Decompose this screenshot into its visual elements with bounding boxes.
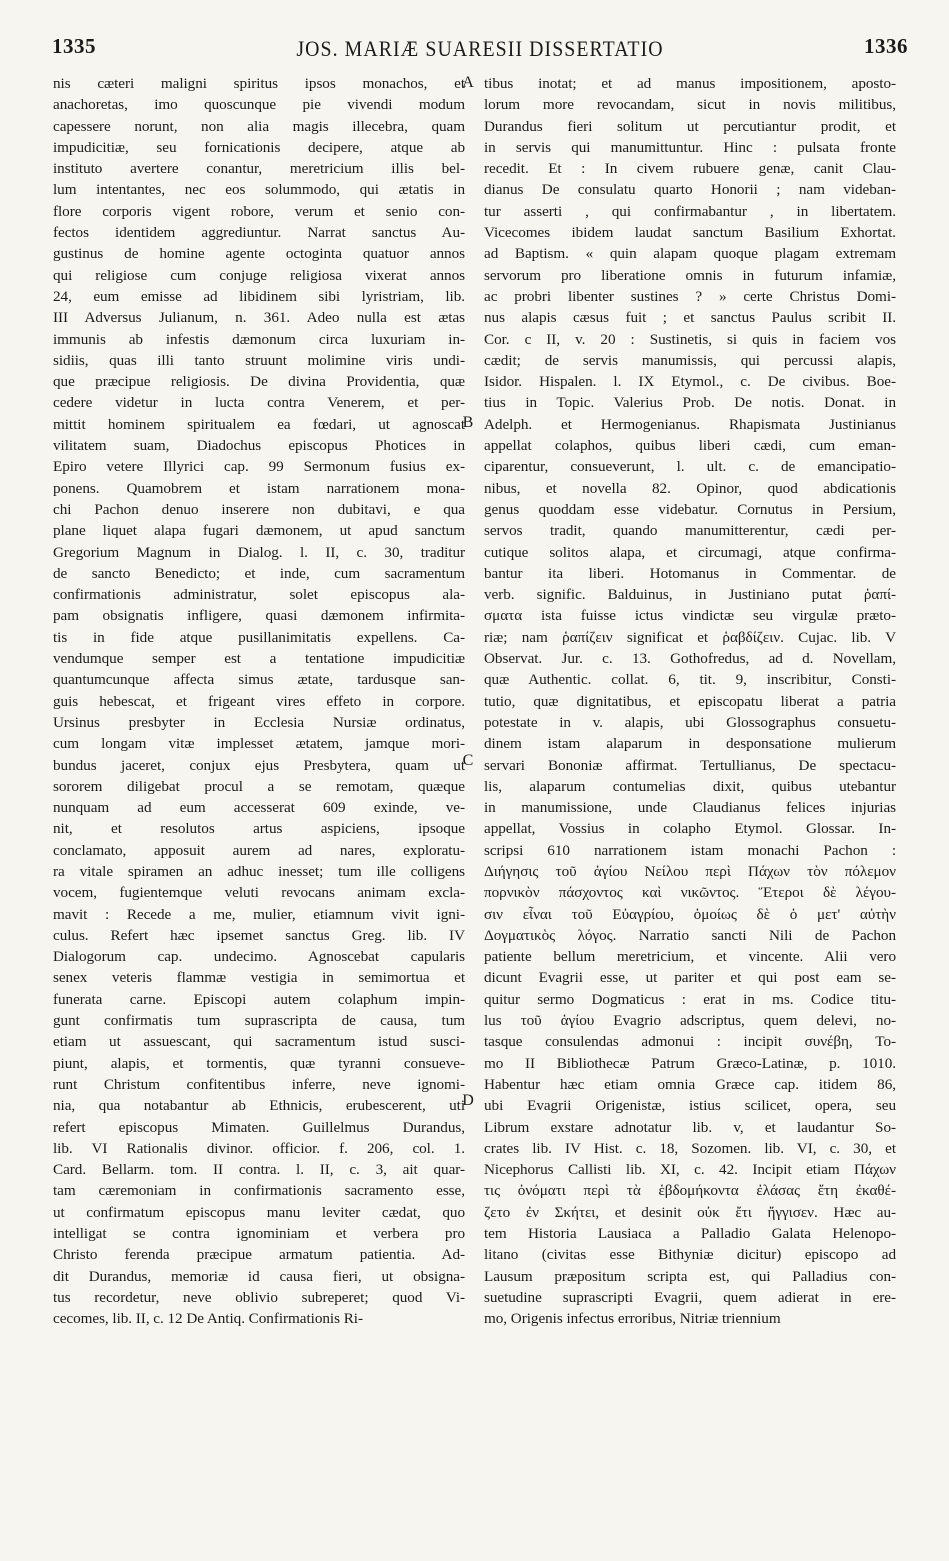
text-line bbox=[53, 1031, 465, 1052]
text-line-content: lum intentantes, nec eos solummodo, qui ætatis in bbox=[53, 181, 465, 199]
text-line-content: crates lib. IV Hist. c. 18, Sozomen. lib. VI, c. 30, et bbox=[484, 1139, 896, 1157]
text-line bbox=[484, 456, 896, 477]
text-line-content: σιν εἶναι τοῦ Εὐαγρίου, ὁμοίως δὲ ὁ μετ' αὐτὴν bbox=[484, 905, 896, 923]
text-line bbox=[53, 1266, 465, 1287]
text-line bbox=[484, 904, 896, 925]
text-line bbox=[53, 265, 465, 286]
text-line-content: ac probri libenter sustines ? » certe Christus Domi- bbox=[484, 287, 896, 305]
text-line-content: lib. VI Rationalis divinor. officior. f. 206, col. 1. bbox=[53, 1139, 465, 1157]
text-line bbox=[484, 1308, 896, 1329]
text-line bbox=[484, 1180, 896, 1201]
text-line bbox=[53, 350, 465, 371]
text-line bbox=[484, 712, 896, 733]
text-line bbox=[484, 350, 896, 371]
text-line-content: III Adversus Julianum, n. 361. Adeo nulla est ætas bbox=[53, 309, 465, 327]
text-line-content: tasque consulendas admonui : incipit συνέβη, To- bbox=[484, 1033, 896, 1051]
text-line bbox=[484, 755, 896, 776]
text-line-content: Δογματικὸς λόγος. Narratio sancti Nili de Pachon bbox=[484, 926, 896, 944]
text-line-content: ra vitale spiramen an adhuc inesset; tum ille colligens bbox=[53, 862, 465, 880]
text-line-content: quitur sermo Dogmaticus : erat in ms. Codice titu- bbox=[484, 990, 896, 1008]
text-line bbox=[484, 94, 896, 115]
text-line bbox=[53, 329, 465, 350]
text-line bbox=[53, 1095, 465, 1116]
text-line bbox=[484, 882, 896, 903]
text-line-content: dicunt Evagrii esse, ut pariter et qui post eam se- bbox=[484, 969, 896, 987]
text-line-content: ad Baptism. « quin alapam quoque plagam extremam bbox=[484, 245, 896, 263]
text-line bbox=[484, 1202, 896, 1223]
text-line bbox=[484, 1266, 896, 1287]
text-line-content: lus τοῦ ἁγίου Evagrio adscriptus, quem delevi, no- bbox=[484, 1012, 896, 1030]
text-line-content: que præcipue religiosis. De divina Providentia, quæ bbox=[53, 373, 465, 391]
text-line-content: Isidor. Hispalen. l. IX Etymol., c. De civibus. Boe- bbox=[484, 373, 896, 391]
text-line bbox=[484, 989, 896, 1010]
text-line-content: mo, Origenis infectus erroribus, Nitriæ triennium bbox=[484, 1310, 781, 1328]
text-line bbox=[53, 499, 465, 520]
text-line-content: culus. Refert hæc ipsemet sanctus Greg. lib. IV bbox=[53, 926, 465, 944]
margin-marker-b: B bbox=[462, 414, 474, 431]
right-text-column bbox=[484, 73, 896, 1330]
text-line-content: Διήγησις τοῦ ἁγίου Νείλου περὶ Πάχων τὸν πόλεμον bbox=[484, 862, 896, 880]
text-line bbox=[53, 563, 465, 584]
text-line bbox=[484, 648, 896, 669]
text-line bbox=[53, 797, 465, 818]
text-line-content: Habentur hæc etiam omnia Græce cap. itidem 86, bbox=[484, 1075, 896, 1093]
text-line bbox=[53, 179, 465, 200]
text-line bbox=[484, 265, 896, 286]
text-line-content: Cor. c II, v. 20 : Sustinetis, si quis in faciem vos bbox=[484, 330, 896, 348]
text-line bbox=[53, 542, 465, 563]
text-line bbox=[484, 222, 896, 243]
text-line bbox=[53, 371, 465, 392]
text-line-content: immunis ab infestis dæmonum circa luxuriam in- bbox=[53, 330, 465, 348]
text-line bbox=[484, 499, 896, 520]
text-line bbox=[53, 201, 465, 222]
text-line-content: quantumcunque affecta simus ætate, tardusque san- bbox=[53, 671, 465, 689]
text-line bbox=[484, 861, 896, 882]
text-line-content: Ursinus presbyter in Ecclesia Nursiæ ordinatus, bbox=[53, 713, 465, 731]
text-line-content: nus alapis cæsus fuit ; et sanctus Paulus scribit II. bbox=[484, 309, 896, 327]
text-line-content: tam cæremoniam in confirmationis sacramento esse, bbox=[53, 1182, 465, 1200]
text-line-content: tibus inotat; et ad manus impositionem, aposto- bbox=[484, 75, 896, 92]
text-line-content: appellat colaphos, quibus liberi cædi, cum eman- bbox=[484, 437, 896, 455]
text-line-content: plane liquet alapa fugari dæmonem, ut apud sanctum bbox=[53, 522, 465, 540]
text-line-content: flore corporis vigent robore, verum et senio con- bbox=[53, 202, 465, 220]
text-line-content: genus quoddam esse videbatur. Cornutus in Persium, bbox=[484, 500, 896, 518]
text-line bbox=[484, 627, 896, 648]
text-line-content: in manumissione, unde Claudianus felices injurias bbox=[484, 799, 896, 817]
text-line bbox=[484, 137, 896, 158]
text-line bbox=[484, 520, 896, 541]
text-line-content: nis cæteri maligni spiritus ipsos monachos, et bbox=[53, 75, 465, 92]
text-line-content: litano (civitas esse Bithyniæ dicitur) episcopo ad bbox=[484, 1246, 896, 1264]
text-line bbox=[484, 1095, 896, 1116]
text-line-content: gunt confirmatis tum suprascripta de causa, tum bbox=[53, 1012, 465, 1030]
text-line-content: nunquam ad eum accesserat 609 exinde, ve- bbox=[53, 799, 465, 817]
text-line-content: Dialogorum cap. undecimo. Agnoscebat capularis bbox=[53, 948, 465, 966]
text-line-content: Christo ferenda præcipue armatum patientia. Ad- bbox=[53, 1246, 465, 1264]
text-line bbox=[53, 116, 465, 137]
text-line-content: chi Pachon denuo inserere non dubitavi, e qua bbox=[53, 500, 465, 518]
text-line bbox=[484, 818, 896, 839]
text-line bbox=[484, 669, 896, 690]
text-line bbox=[484, 392, 896, 413]
text-line bbox=[484, 691, 896, 712]
text-line-content: guis hebescat, et frigeant vires effeto in corpore. bbox=[53, 692, 465, 710]
text-line bbox=[53, 478, 465, 499]
text-line bbox=[484, 179, 896, 200]
text-line-content: anachoretas, imo quoscunque pie vivendi modum bbox=[53, 96, 465, 114]
text-line bbox=[484, 414, 896, 435]
text-line-content: πορνικὸν πάσχοντος καὶ νικῶντος. Ἕτεροι δὲ λέγου- bbox=[484, 884, 896, 902]
text-line-content: refert episcopus Mimaten. Guillelmus Durandus, bbox=[53, 1118, 465, 1136]
text-line bbox=[53, 946, 465, 967]
text-line-content: 24, eum emisse ad libidinem sibi lyristriam, lib. bbox=[53, 287, 465, 305]
text-line bbox=[484, 776, 896, 797]
text-line-content: in servis qui manumittuntur. Hinc : pulsata fronte bbox=[484, 138, 896, 156]
text-line bbox=[53, 1053, 465, 1074]
text-line bbox=[484, 371, 896, 392]
text-line bbox=[53, 286, 465, 307]
text-line-content: appellat, Vossius in colapho Etymol. Glossar. In- bbox=[484, 820, 896, 838]
text-line bbox=[484, 478, 896, 499]
text-line bbox=[484, 329, 896, 350]
text-line bbox=[53, 691, 465, 712]
text-line-content: dianus De consulatu quarto Honorii ; nam videban- bbox=[484, 181, 896, 199]
left-page-number: 1335 bbox=[52, 34, 96, 58]
text-line-content: quæ Authentic. collat. 6, tit. 9, inscribitur, Consti- bbox=[484, 671, 896, 689]
text-line bbox=[53, 1117, 465, 1138]
text-line-content: cum longam vitæ implesset ætatem, jamque mori- bbox=[53, 735, 465, 753]
text-line bbox=[53, 861, 465, 882]
text-line-content: cædit; de servis manumissis, qui percussi alapis, bbox=[484, 351, 896, 369]
text-line bbox=[484, 1287, 896, 1308]
text-line bbox=[484, 1010, 896, 1031]
text-line-content: servari Bononiæ affirmat. Tertullianus, De spectacu- bbox=[484, 756, 896, 774]
margin-marker-d: D bbox=[462, 1092, 474, 1109]
text-line bbox=[53, 648, 465, 669]
text-line-content: qui religiose cum conjuge religiosa vixerat annos bbox=[53, 266, 465, 284]
text-line bbox=[53, 1223, 465, 1244]
text-line bbox=[53, 818, 465, 839]
text-line-content: sidiis, quas illi tanto struunt molimine viris undi- bbox=[53, 351, 465, 369]
text-line-content: Durandus fieri solitum ut percutiantur prodit, et bbox=[484, 117, 896, 135]
text-line-content: ponens. Quamobrem et istam narrationem mona- bbox=[53, 479, 465, 497]
text-line-content: cecomes, lib. II, c. 12 De Antiq. Confirmationis Ri- bbox=[53, 1310, 363, 1328]
text-line bbox=[484, 73, 896, 94]
text-line bbox=[53, 243, 465, 264]
text-line bbox=[53, 989, 465, 1010]
text-line bbox=[53, 158, 465, 179]
text-line bbox=[53, 414, 465, 435]
text-line bbox=[484, 797, 896, 818]
text-line-content: dinem istam alaparum in desponsatione mulierum bbox=[484, 735, 896, 753]
text-line bbox=[53, 1287, 465, 1308]
text-line bbox=[53, 840, 465, 861]
text-line-content: vilitatem suam, Diadochus episcopus Photices in bbox=[53, 437, 465, 455]
text-line-content: Nicephorus Callisti lib. XI, c. 42. Incipit etiam Πάχων bbox=[484, 1161, 896, 1179]
text-line-content: Card. Bellarm. tom. II contra. l. II, c. 3, ait quar- bbox=[53, 1161, 465, 1179]
text-line bbox=[484, 286, 896, 307]
text-line bbox=[484, 605, 896, 626]
text-line bbox=[484, 1159, 896, 1180]
text-line bbox=[53, 137, 465, 158]
text-line-content: vocem, fugientemque veluti revocans animam excla- bbox=[53, 884, 465, 902]
text-line-content: Adelph. et Hermogenianus. Rhapismata Justinianus bbox=[484, 415, 896, 433]
text-line-content: mo II Bibliothecæ Patrum Græco-Latinæ, p. 1010. bbox=[484, 1054, 896, 1072]
text-line-content: ubi Evagrii Origenistæ, istius scilicet, opera, seu bbox=[484, 1097, 896, 1115]
text-line-content: verb. signific. Balduinus, in Justiniano putat ῥαπί- bbox=[484, 586, 896, 604]
text-line bbox=[484, 116, 896, 137]
text-line bbox=[53, 1074, 465, 1095]
text-line-content: ciparentur, consueverunt, l. ult. c. de emancipatio- bbox=[484, 458, 896, 476]
text-line bbox=[53, 605, 465, 626]
text-line bbox=[53, 967, 465, 988]
margin-marker-c: C bbox=[462, 752, 474, 769]
text-line bbox=[484, 1031, 896, 1052]
text-line-content: tis in fide atque pusillanimitatis expellens. Ca- bbox=[53, 628, 465, 646]
text-line-content: nit, et resolutos artus aspiciens, ipsoque bbox=[53, 820, 465, 838]
page-header bbox=[52, 30, 908, 70]
text-line bbox=[53, 904, 465, 925]
text-line-content: etiam ut assuescant, qui sacramentum istud susci- bbox=[53, 1033, 465, 1051]
text-line bbox=[484, 1223, 896, 1244]
text-line bbox=[53, 669, 465, 690]
text-line-content: mavit : Recede a me, mulier, etiamnum vivit igni- bbox=[53, 905, 465, 923]
text-line bbox=[53, 1244, 465, 1265]
text-line-content: pam obsignatis infligere, quasi dæmonem infirmita- bbox=[53, 607, 465, 625]
text-line-content: instituto avertere conantur, meretricium illis bel- bbox=[53, 160, 465, 178]
text-line-content: piunt, alapis, et tormentis, quæ tyranni consueve- bbox=[53, 1054, 465, 1072]
text-line-content: σματα ista fuisse ictus vindictæ seu virgulæ præto- bbox=[484, 607, 896, 625]
text-line-content: Gregorium Magnum in Dialog. l. II, c. 30, traditur bbox=[53, 543, 465, 561]
right-page-number: 1336 bbox=[864, 34, 908, 58]
text-line bbox=[484, 584, 896, 605]
text-line-content: ut confirmatum episcopus manu leviter cædat, quo bbox=[53, 1203, 465, 1221]
text-line-content: fectos identidem aggrediuntur. Narrat sanctus Au- bbox=[53, 224, 465, 242]
text-line bbox=[53, 392, 465, 413]
text-line-content: sororem diligebat procul a se remotam, quæque bbox=[53, 777, 465, 795]
text-line-content: senex veteris flammæ vestigia in semimortua et bbox=[53, 969, 465, 987]
text-line bbox=[484, 967, 896, 988]
text-line bbox=[53, 755, 465, 776]
text-line bbox=[484, 243, 896, 264]
text-line-content: runt Christum confitentibus inferre, neve ignomi- bbox=[53, 1075, 465, 1093]
text-line bbox=[53, 73, 465, 94]
text-line-content: Observat. Jur. c. 13. Gothofredus, ad d. Novellam, bbox=[484, 650, 896, 668]
text-line-content: Librum exstare adnotatur lib. v, et laudantur So- bbox=[484, 1118, 896, 1136]
text-line-content: Lausum præpositum scripta est, qui Palladius con- bbox=[484, 1267, 896, 1285]
text-line bbox=[484, 435, 896, 456]
text-line-content: potestate in v. alapis, ubi Glossographus consuetu- bbox=[484, 713, 896, 731]
text-line bbox=[53, 307, 465, 328]
left-text-column bbox=[53, 73, 465, 1330]
text-line-content: impudicitiæ, seu fornicationis decipere, atque ab bbox=[53, 138, 465, 156]
text-line bbox=[53, 733, 465, 754]
text-line bbox=[484, 542, 896, 563]
text-line-content: suetudine suprascripti Evagrii, quem adierat in ere- bbox=[484, 1288, 896, 1306]
text-line-content: bantur ita liberi. Hotomanus in Commentar. de bbox=[484, 564, 896, 582]
text-line-content: vendumque semper est a tentatione impudicitiæ bbox=[53, 650, 465, 668]
text-line bbox=[484, 201, 896, 222]
text-line bbox=[53, 1138, 465, 1159]
text-line-content: cutique solitos alapa, et circumagi, atque confirma- bbox=[484, 543, 896, 561]
text-line-content: gustinus de homine agente octoginta quatuor annos bbox=[53, 245, 465, 263]
margin-marker-a: A bbox=[462, 74, 474, 91]
text-line-content: capessere norunt, non alia magis illecebra, quam bbox=[53, 117, 465, 135]
text-line bbox=[484, 733, 896, 754]
text-line bbox=[484, 1244, 896, 1265]
text-line-content: cedere videtur in lucta contra Venerem, et per- bbox=[53, 394, 465, 412]
text-line-content: ζετο ἐν Σκήτει, et desinit οὐκ ἔτι ἤγγισεν. Hæc au- bbox=[484, 1203, 896, 1221]
text-line-content: tus recordetur, neve oblivio subreperet; quod Vi- bbox=[53, 1288, 465, 1306]
text-line bbox=[484, 1074, 896, 1095]
text-line-content: mittit hominem spiritualem ea fœdari, ut agnoscat bbox=[53, 415, 465, 433]
text-line bbox=[53, 456, 465, 477]
text-line-content: tutio, quæ dignitatibus, et episcopatu liberat a patria bbox=[484, 692, 896, 710]
text-line bbox=[53, 776, 465, 797]
text-line bbox=[53, 712, 465, 733]
running-title: JOS. MARIÆ SUARESII DISSERTATIO bbox=[296, 36, 664, 61]
text-line-content: servos tradit, quando manumitterentur, cædi per- bbox=[484, 522, 896, 540]
text-line bbox=[484, 1138, 896, 1159]
text-line bbox=[484, 307, 896, 328]
text-line-content: intelligat se contra ignominiam et verbera pro bbox=[53, 1225, 465, 1243]
text-line-content: tem Historia Lausiaca a Palladio Galata Helenopo- bbox=[484, 1225, 896, 1243]
text-line bbox=[53, 1202, 465, 1223]
text-line-content: lis, alaparum contumelias dixit, quibus utebantur bbox=[484, 777, 896, 795]
text-line bbox=[53, 882, 465, 903]
text-line-content: Vicecomes ibidem laudat sanctum Basilium Exhortat. bbox=[484, 224, 896, 242]
text-line bbox=[484, 946, 896, 967]
text-line-content: tius in Topic. Valerius Prob. De notis. Donat. in bbox=[484, 394, 896, 412]
text-line bbox=[53, 94, 465, 115]
text-line-content: scripsi 610 narrationem istam monachi Pachon : bbox=[484, 841, 896, 859]
text-line bbox=[53, 584, 465, 605]
text-line-content: tur asserti , qui confirmabantur , in libertatem. bbox=[484, 202, 896, 220]
text-line bbox=[484, 1117, 896, 1138]
text-line bbox=[53, 222, 465, 243]
text-line-content: nia, qua notabantur ab Ethnicis, erubescerent, uti bbox=[53, 1097, 465, 1115]
text-line-content: confirmationis administratur, solet episcopus ala- bbox=[53, 586, 465, 604]
text-line-content: servorum pro liberatione omnis in futurum infamiæ, bbox=[484, 266, 896, 284]
text-line bbox=[53, 925, 465, 946]
text-line bbox=[484, 158, 896, 179]
text-line-content: conclamato, apposuit aurem ad nares, exploratu- bbox=[53, 841, 465, 859]
text-line-content: lorum more revocandam, sicut in novis militibus, bbox=[484, 96, 896, 114]
text-line bbox=[53, 1159, 465, 1180]
text-line-content: de sancto Benedicto; et inde, cum sacramentum bbox=[53, 564, 465, 582]
text-line-content: Epiro vetere Illyrici cap. 99 Sermonum fusius ex- bbox=[53, 458, 465, 476]
text-line bbox=[53, 1010, 465, 1031]
text-line bbox=[484, 925, 896, 946]
text-line-content: funerata carne. Episcopi autem colaphum impin- bbox=[53, 990, 465, 1008]
text-line-content: riæ; nam ῥαπίζειν significat et ῥαβδίζειν. Cujac. lib. V bbox=[484, 628, 896, 646]
text-line-content: τις ὀνόματι περὶ τὰ ἑβδομήκοντα ἐλάσας ἔτη ἐκαθέ- bbox=[484, 1182, 896, 1200]
text-line-content: recedit. Et : In civem rubuere genæ, canit Clau- bbox=[484, 160, 896, 178]
text-line bbox=[53, 520, 465, 541]
text-line-content: bundus jaceret, conjux ejus Presbytera, quam ut bbox=[53, 756, 465, 774]
text-line bbox=[53, 435, 465, 456]
text-line-content: dit Durandus, memoriæ id causa fieri, ut obsigna- bbox=[53, 1267, 465, 1285]
text-line-content: patiente bellum meretricium, et vincente. Alii vero bbox=[484, 948, 896, 966]
text-line bbox=[484, 563, 896, 584]
text-line-content: nibus, et novella 82. Opinor, quod abdicationis bbox=[484, 479, 896, 497]
text-line bbox=[53, 1180, 465, 1201]
text-line bbox=[484, 840, 896, 861]
text-line bbox=[484, 1053, 896, 1074]
text-line bbox=[53, 627, 465, 648]
text-line bbox=[53, 1308, 465, 1329]
